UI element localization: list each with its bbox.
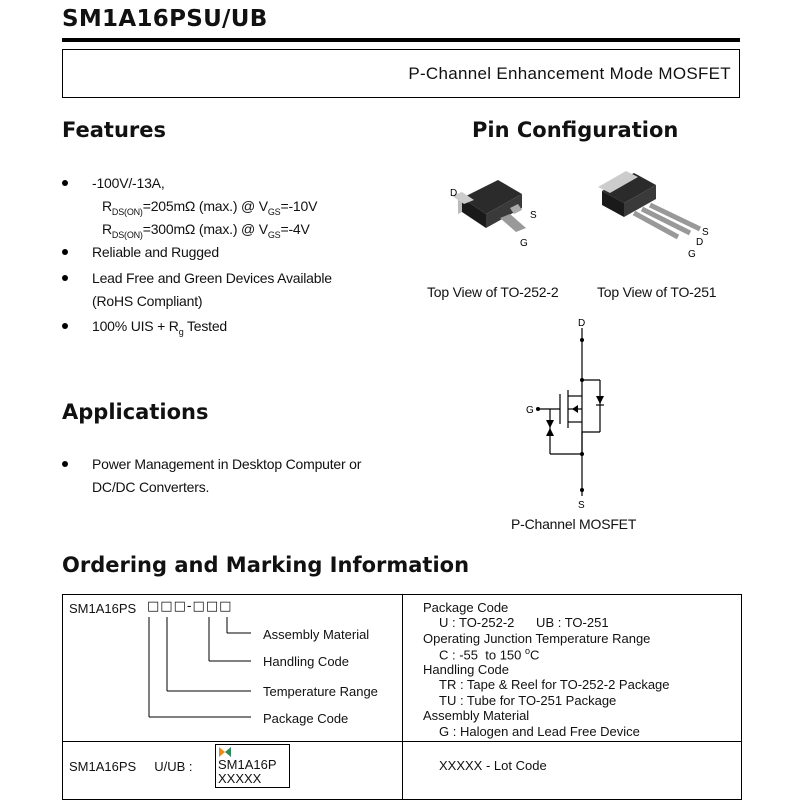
table-divider xyxy=(63,741,741,742)
right-temp-values: C : -55 to 150 $^o$C xyxy=(439,646,540,663)
bullet xyxy=(62,461,68,467)
right-package-code: Package Code xyxy=(423,600,509,615)
svg-text:S: S xyxy=(578,500,585,511)
right-handling-tu: TU : Tube for TO-251 Package xyxy=(439,693,617,708)
to252-caption: Top View of TO-252-2 xyxy=(427,284,559,300)
svg-text:S: S xyxy=(530,210,537,221)
feature-uis: 100% UIS + $R_g$ Tested xyxy=(92,318,228,337)
svg-text:G: G xyxy=(526,405,534,416)
ordering-table xyxy=(62,594,742,800)
svg-text:D: D xyxy=(578,318,586,329)
bullet xyxy=(62,249,68,255)
features-heading: Features xyxy=(62,118,166,142)
device-subtitle: P-Channel Enhancement Mode MOSFET xyxy=(408,64,731,83)
to252-package-icon xyxy=(440,170,560,250)
subtitle-box xyxy=(62,49,740,98)
application-line2: DC/DC Converters. xyxy=(92,479,210,495)
to251-caption: Top View of TO-251 xyxy=(597,284,717,300)
feature-rohs: (RoHS Compliant) xyxy=(92,293,203,309)
bullet xyxy=(62,275,68,281)
ordering-code-prefix: SM1A16PS xyxy=(69,601,137,616)
label-temperature-range: Temperature Range xyxy=(263,684,378,699)
marking-box xyxy=(215,744,290,788)
application-line1: Power Management in Desktop Computer or xyxy=(92,456,362,472)
marking-line2: XXXXX xyxy=(218,771,262,786)
label-package-code: Package Code xyxy=(263,711,349,726)
feature-rds-4v: $R_{DS(ON)}=300m\Omega$ (max.) @ $V_{GS}=-4V$ xyxy=(102,221,310,240)
to251-package-icon xyxy=(590,165,720,265)
svg-text:S: S xyxy=(702,227,709,238)
ordering-code-boxes: □□□-□□□ xyxy=(147,599,233,614)
feature-rating: -100V/-13A, xyxy=(92,175,165,191)
label-handling-code: Handling Code xyxy=(263,654,350,669)
right-temp-range: Operating Junction Temperature Range xyxy=(423,631,651,646)
right-handling-code: Handling Code xyxy=(423,662,510,677)
schematic-caption: P-Channel MOSFET xyxy=(511,516,637,532)
mosfet-schematic-icon xyxy=(520,316,630,512)
feature-rds-10v: $R_{DS(ON)}=205m\Omega$ (max.) @ $V_{GS}=-10V$ xyxy=(102,198,318,217)
svg-text:D: D xyxy=(450,188,458,199)
applications-heading: Applications xyxy=(62,400,209,424)
svg-text:D: D xyxy=(696,237,704,248)
table-divider xyxy=(402,595,403,799)
pin-config-heading: Pin Configuration xyxy=(472,118,679,142)
bullet xyxy=(62,180,68,186)
code-leader-lines xyxy=(143,613,253,725)
svg-text:G: G xyxy=(520,238,528,249)
header-rule xyxy=(62,38,740,42)
part-number: SM1A16PSU/UB xyxy=(62,6,268,32)
svg-text:G: G xyxy=(688,249,696,260)
right-handling-tr: TR : Tape & Reel for TO-252-2 Package xyxy=(439,677,670,692)
right-assembly-g: G : Halogen and Lead Free Device xyxy=(439,724,640,739)
ordering-heading: Ordering and Marking Information xyxy=(62,553,470,577)
feature-rugged: Reliable and Rugged xyxy=(92,244,219,260)
marking-prefix: SM1A16PS U/UB : xyxy=(69,759,193,774)
bullet xyxy=(62,323,68,329)
lot-code: XXXXX - Lot Code xyxy=(439,758,547,773)
right-assembly-material: Assembly Material xyxy=(423,708,530,723)
feature-lead-free: Lead Free and Green Devices Available xyxy=(92,270,332,286)
marking-line1: SM1A16P xyxy=(218,757,277,772)
right-package-values: U : TO-252-2 UB : TO-251 xyxy=(439,615,609,630)
label-assembly-material: Assembly Material xyxy=(263,627,370,642)
